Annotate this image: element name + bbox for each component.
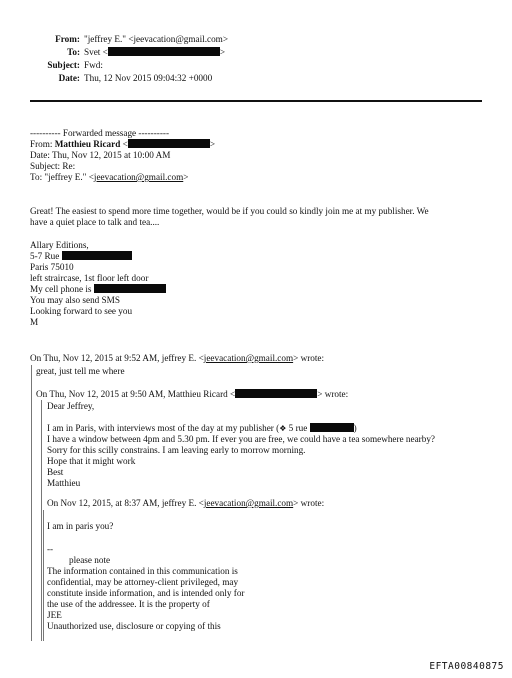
to-prefix: Svet < (84, 47, 108, 57)
address-line: My cell phone is (30, 284, 166, 295)
forward-banner: ---------- Forwarded message ---------- (30, 128, 170, 138)
address-line: Allary Editions, (30, 240, 89, 250)
address-line: 5-7 Rue (30, 251, 166, 262)
disclaimer-line: Unauthorized use, disclosure or copying of this (47, 621, 221, 631)
quote2-intro: On Thu, Nov 12, 2015 at 9:50 AM, Matthieu Ricard < > wrote: (36, 389, 349, 399)
disclaimer-line: constitute inside information, and is intended only for (47, 588, 245, 598)
redaction-block (94, 284, 166, 293)
subject-label: Subject: (47, 60, 80, 70)
forward-from: From: Matthieu Ricard < > (30, 139, 216, 149)
email-header (22, 33, 228, 85)
forward-subject: Subject: Re: (30, 161, 76, 171)
message-body (30, 206, 429, 228)
address-line: Looking forward to see you (30, 306, 133, 316)
quote-bar (31, 365, 32, 641)
date-label: Date: (58, 73, 80, 83)
signature-dashes: -- (47, 544, 54, 554)
bates-number: EFTA00840875 (429, 661, 504, 672)
disclaimer-line: The information contained in this communication is (47, 566, 238, 576)
address-block (30, 240, 166, 328)
signature-block (47, 544, 245, 632)
diamond-icon: ❖ (279, 424, 287, 433)
email-link[interactable]: jeevacation@gmail.com (203, 498, 294, 508)
redaction-block (235, 389, 317, 398)
redaction-block (310, 423, 354, 432)
redaction-block (108, 47, 220, 56)
quote2-line: Best (47, 467, 64, 477)
quote1-intro: On Thu, Nov 12, 2015 at 9:52 AM, jeffrey E. <jeevacation@gmail.com> wrote: (30, 353, 325, 363)
quote2-line: Hope that it might work (47, 456, 136, 466)
from-label: From: (55, 34, 80, 44)
forward-to: To: "jeffrey E." <jeevacation@gmail.com> (30, 172, 189, 182)
subject-value: Fwd: (84, 60, 103, 70)
email-link[interactable]: jeevacation@gmail.com (203, 353, 294, 363)
quote2-line: I have a window between 4pm and 5.30 pm. If ever you are free, we could have a tea somewhere nearby? (47, 434, 436, 444)
quote2-line: I am in Paris, with interviews most of the day at my publisher (❖ 5 rue ) (47, 423, 357, 433)
body-para1-line2: have a quiet place to talk and tea.... (30, 217, 160, 227)
forward-from-name: Matthieu Ricard (54, 139, 121, 149)
quote2-line: Matthieu (47, 478, 81, 488)
quote2-line: Dear Jeffrey, (47, 401, 95, 411)
quote3-intro: On Nov 12, 2015, at 8:37 AM, jeffrey E. <jeevacation@gmail.com> wrote: (47, 498, 325, 508)
redaction-block (128, 139, 210, 148)
address-line: left straircase, 1st floor left door (30, 273, 149, 283)
forwarded-header (30, 128, 215, 183)
header-divider (30, 100, 482, 102)
quote2-line: Sorry for this scilly constrains. I am leaving early to morrow morning. (47, 445, 306, 455)
to-suffix: > (219, 47, 225, 57)
signature-note: please note (69, 555, 111, 565)
address-line: Paris 75010 (30, 262, 74, 272)
quote1-text: great, just tell me where (36, 366, 125, 376)
disclaimer-line: confidential, may be attorney-client privileged, may (47, 577, 239, 587)
from-value: "jeffrey E." <jeevacation@gmail.com> (84, 34, 229, 44)
date-value: Thu, 12 Nov 2015 09:04:32 +0000 (84, 73, 213, 83)
body-para1-line1: Great! The easiest to spend more time together, would be if you could so kindly join me at my publisher. We (30, 206, 429, 216)
disclaimer-line: JEE (47, 610, 62, 620)
header-from (22, 33, 228, 46)
email-link[interactable]: jeevacation@gmail.com (93, 172, 184, 182)
disclaimer-line: the use of the addressee. It is the property of (47, 599, 210, 609)
address-line: You may also send SMS (30, 295, 120, 305)
to-label: To: (67, 47, 80, 57)
quote2-body (47, 401, 435, 489)
header-date (22, 72, 228, 85)
address-line: M (30, 317, 39, 327)
header-subject (22, 59, 228, 72)
header-to (22, 46, 228, 59)
quote3-text: I am in paris you? (47, 521, 114, 531)
redaction-block (62, 251, 132, 260)
quote-bar (43, 510, 44, 641)
forward-date: Date: Thu, Nov 12, 2015 at 10:00 AM (30, 150, 171, 160)
quote-bar (41, 400, 42, 641)
